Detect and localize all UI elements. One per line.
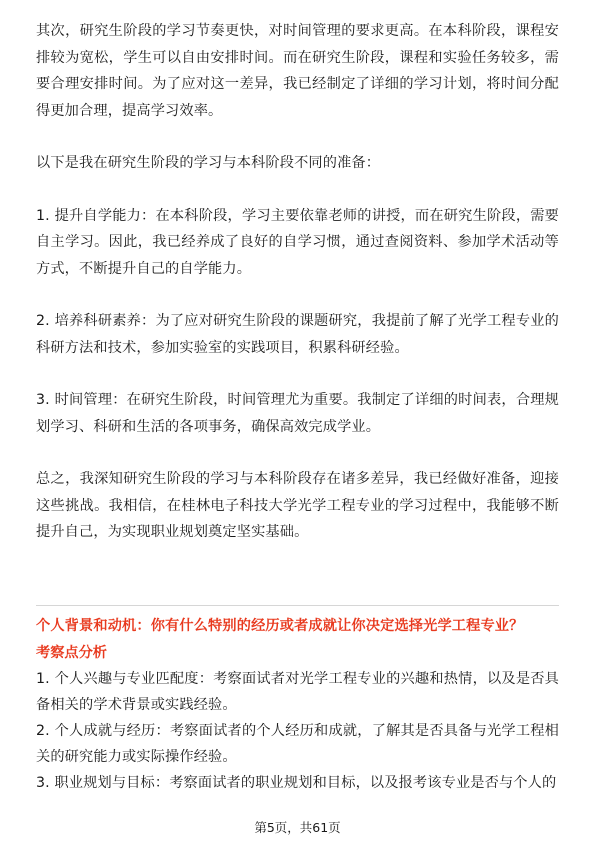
question-heading: 个人背景和动机：你有什么特别的经历或者成就让你决定选择光学工程专业？ [36, 618, 524, 634]
paragraph-preparation-intro: 以下是我在研究生阶段的学习与本科阶段不同的准备： [36, 155, 381, 171]
interview-question-section [36, 614, 559, 796]
analysis-point: 2. 个人成就与经历：考察面试者的个人经历和成就，了解其是否具备与光学工程相关的研究能力或实际操作经验。 [36, 723, 559, 765]
paragraph-point-research: 2. 培养科研素养：为了应对研究生阶段的课题研究，我提前了解了光学工程专业的科研方法和技术，参加实验室的实践项目，积累科研经验。 [36, 313, 559, 356]
analysis-heading: 考察点分析 [36, 645, 107, 661]
paragraph-conclusion: 总之，我深知研究生阶段的学习与本科阶段存在诸多差异，我已经做好准备，迎接这些挑战。我相信，在桂林电子科技大学光学工程专业的学习过程中，我能够不断提升自己，为实现职业规划奠定坚实基础。 [36, 471, 559, 540]
section-divider [36, 605, 559, 606]
paragraph-point-time-management: 3. 时间管理：在研究生阶段，时间管理尤为重要。我制定了详细的时间表，合理规划学习、科研和生活的各项事务，确保高效完成学业。 [36, 392, 559, 435]
document-body [36, 18, 559, 546]
paragraph-point-self-study: 1. 提升自学能力：在本科阶段，学习主要依靠老师的讲授，而在研究生阶段，需要自主学习。因此，我已经养成了良好的自学习惯，通过查阅资料、参加学术活动等方式，不断提升自己的自学能力。 [36, 207, 559, 277]
analysis-point: 1. 个人兴趣与专业匹配度：考察面试者对光学工程专业的兴趣和热情，以及是否具备相关的学术背景或实践经验。 [36, 671, 559, 713]
paragraph-study-pace: 其次，研究生阶段的学习节奏更快，对时间管理的要求更高。在本科阶段，课程安排较为宽松，学生可以自由安排时间。而在研究生阶段，课程和实验任务较多，需要合理安排时间。为了应对这一差异，我已经制定了详细的学习计划，将时间分配得更加合理，提高学习效率。 [36, 23, 559, 119]
page-number: 第5页，共61页 [254, 820, 341, 835]
analysis-point: 3. 职业规划与目标：考察面试者的职业规划和目标，以及报考该专业是否与个人的 [36, 775, 557, 791]
